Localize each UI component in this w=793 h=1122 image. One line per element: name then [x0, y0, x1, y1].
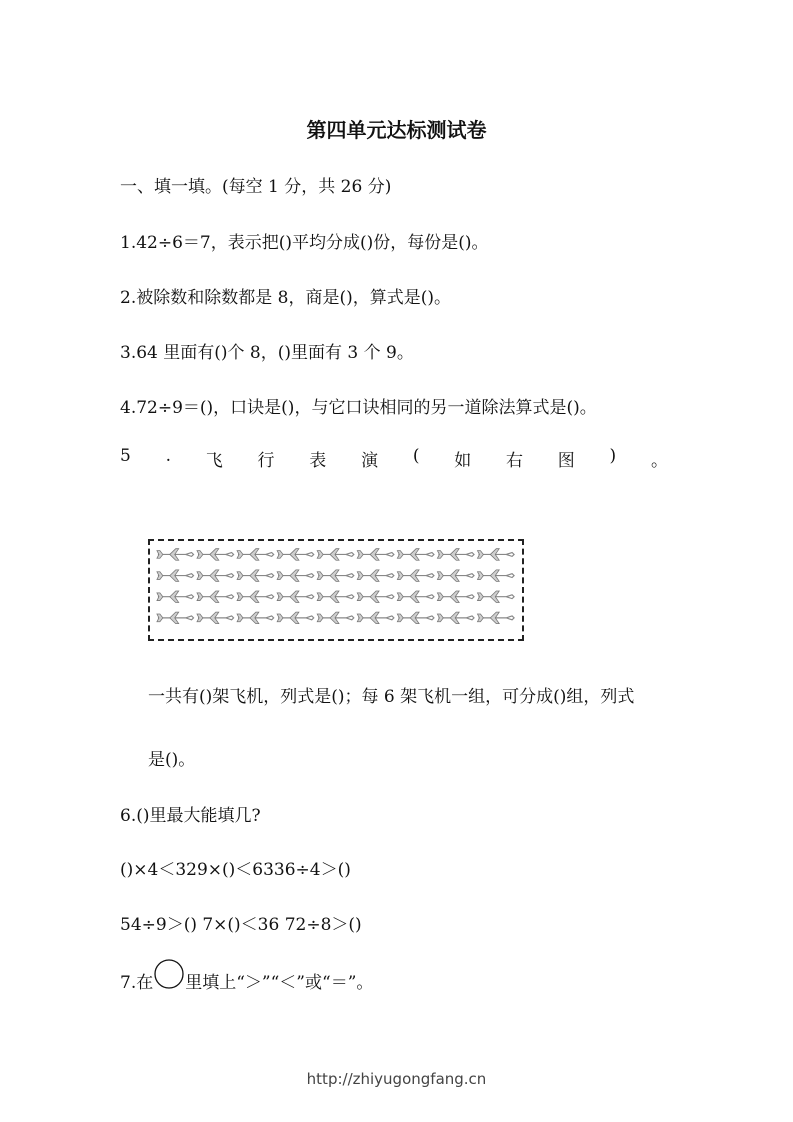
q5-char: . [165, 446, 171, 466]
airplane-icon [477, 612, 514, 624]
airplane-icon [317, 570, 354, 582]
question-6: 6.()里最大能填几? [120, 806, 261, 826]
airplane-icon [237, 591, 274, 603]
airplane-icon [357, 591, 394, 603]
q5-char: 如 [454, 451, 472, 471]
question-7-prefix: 7.在 [120, 973, 154, 993]
airplane-icon [237, 570, 274, 582]
airplane-icon [397, 612, 434, 624]
airplane-icon [357, 612, 394, 624]
question-4: 4.72÷9＝()，口诀是()，与它口诀相同的另一道除法算式是()。 [120, 398, 597, 418]
airplane-icon [317, 612, 354, 624]
airplane-icon [197, 549, 234, 561]
airplane-icon [277, 570, 314, 582]
airplane-icon [237, 549, 274, 561]
airplane-icon [197, 570, 234, 582]
q5-char: 表 [309, 451, 327, 471]
question-5-line-2: 是()。 [148, 750, 196, 770]
question-1: 1.42÷6＝7，表示把()平均分成()份，每份是()。 [120, 233, 489, 253]
question-3: 3.64 里面有()个 8，()里面有 3 个 9。 [120, 343, 414, 363]
airplane-icon [277, 549, 314, 561]
question-7-suffix: 里填上“＞”“＜”或“＝”。 [185, 973, 374, 993]
q5-char: 。 [650, 451, 668, 471]
question-7 [120, 968, 373, 993]
airplane-icon [397, 570, 434, 582]
airplane-icon [397, 591, 434, 603]
airplanes-image [148, 539, 524, 641]
airplane-icon [157, 549, 194, 561]
airplane-icon [277, 591, 314, 603]
q5-char: 图 [557, 451, 575, 471]
question-6-row-1: ()×4＜329×()＜6336÷4＞() [120, 860, 351, 880]
question-5-line-1: 一共有()架飞机，列式是()；每 6 架飞机一组，可分成()组，列式 [148, 687, 635, 707]
page-title: 第四单元达标测试卷 [306, 118, 487, 142]
airplane-icon [157, 591, 194, 603]
airplane-icon [157, 612, 194, 624]
question-6-row-2: 54÷9＞() 7×()＜36 72÷8＞() [120, 915, 362, 935]
airplane-icon [317, 591, 354, 603]
airplane-icon [437, 549, 474, 561]
airplane-icon [397, 549, 434, 561]
airplane-icon [197, 612, 234, 624]
q5-char: 演 [361, 451, 379, 471]
airplane-icon [477, 549, 514, 561]
airplane-icon [477, 591, 514, 603]
airplane-icon [477, 570, 514, 582]
airplane-icon [357, 570, 394, 582]
airplane-icon [277, 612, 314, 624]
airplane-grid-icon [150, 541, 522, 639]
footer-url: http://zhiyugongfang.cn [306, 1070, 487, 1088]
question-5-heading [120, 446, 668, 471]
airplane-icon [197, 591, 234, 603]
airplane-icon [237, 612, 274, 624]
section-heading: 一、填一填。(每空 1 分，共 26 分) [120, 177, 392, 197]
airplane-icon [437, 612, 474, 624]
question-2: 2.被除数和除数都是 8，商是()，算式是()。 [120, 288, 451, 308]
q5-char: ( [412, 446, 420, 466]
airplane-icon [437, 591, 474, 603]
q5-char: 行 [257, 451, 275, 471]
q5-char: 右 [506, 451, 523, 471]
circle-icon [153, 968, 185, 992]
airplane-icon [317, 549, 354, 561]
airplane-icon [437, 570, 474, 582]
q5-char: ) [609, 446, 617, 466]
q5-char: 5 [120, 446, 131, 466]
q5-char: 飞 [205, 451, 223, 471]
airplane-icon [157, 570, 194, 582]
airplane-icon [357, 549, 394, 561]
